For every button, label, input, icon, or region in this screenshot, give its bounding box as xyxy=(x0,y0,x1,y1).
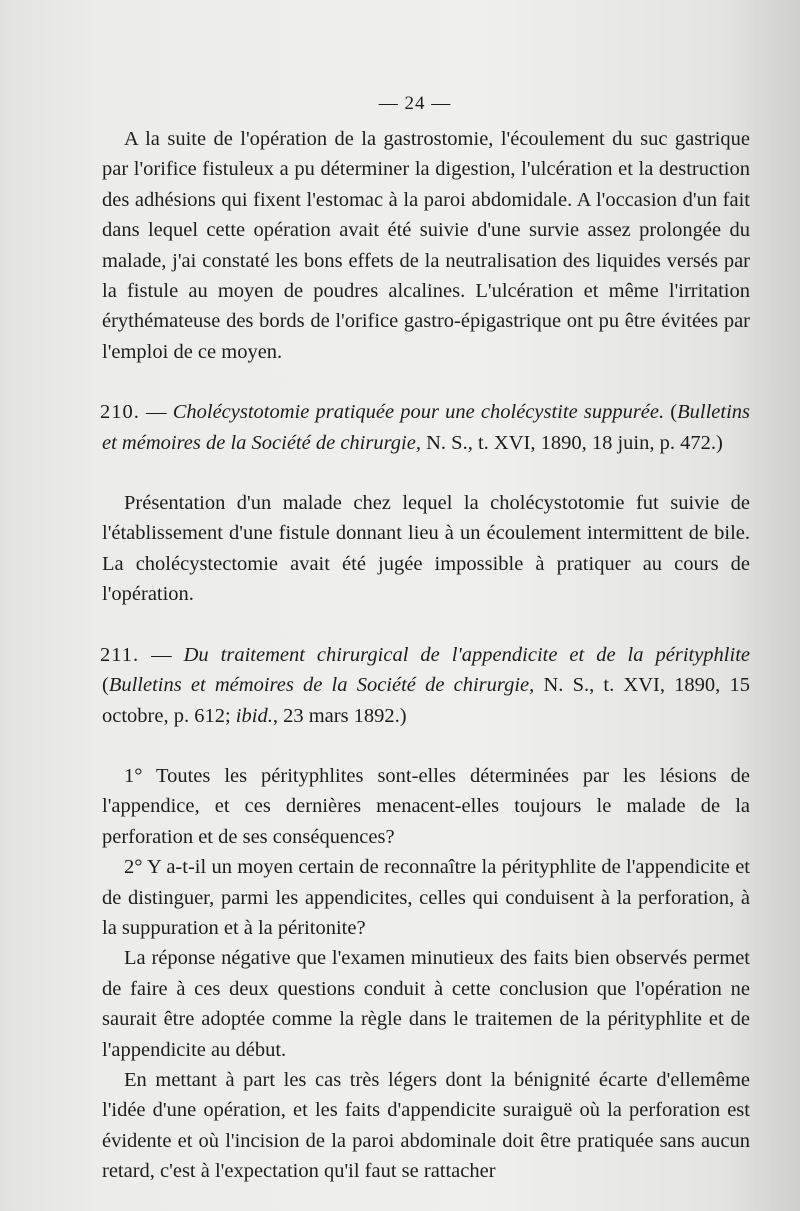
entry-211-citation-rest: N. S., t. XVI, 1890, 15 octobre, p. 612; xyxy=(102,674,750,727)
entry-210-number: 210. xyxy=(100,401,140,424)
entry-210-journal: Bulletins et mémoires de la Société de chirurgie, xyxy=(102,401,751,454)
entry-211-heading xyxy=(102,640,750,731)
page-number: — 24 — xyxy=(378,93,452,114)
entry-210-dash: — xyxy=(139,401,173,424)
entry-210-citation-rest: N. S., t. XVI, 1890, 18 juin, p. 472.) xyxy=(420,431,723,454)
entry-210-body: Présentation d'un malade chez lequel la cholécystotomie fut suivie de l'établissement d'une fistule donnant lieu à un écoulement intermittent de bile. La cholécystectomie avait été jugée impossible à pratiquer au cours de l'opération. xyxy=(102,492,750,606)
entry-211-ibid: ibid. xyxy=(235,704,273,727)
entry-210-heading xyxy=(102,397,750,458)
entry-210-citation-open: ( xyxy=(664,401,678,424)
entry-211-number: 211. xyxy=(100,643,140,666)
entry-211-citation-end: , 23 mars 1892.) xyxy=(272,704,407,727)
entry-211-title: Du traitement chirurgical de l'appendicite et de la pérityphlite xyxy=(183,643,750,666)
entry-210-title: Cholécystotomie pratiquée pour une cholécystite suppurée. xyxy=(172,401,665,424)
entry-211-journal: Bulletins et mémoires de la Société de chirurgie, xyxy=(108,674,535,697)
entry-211-last-paragraph: En mettant à part les cas très légers dont la bénignité écarte d'ellemême l'idée d'une opération, et les faits d'appendicite suraiguë où la perforation est évidente et où l'incision de la paroi abdominale doit être pratiquée sans aucun retard, c'est à l'expectation qu'il faut se rattacher xyxy=(102,1068,750,1183)
page-body xyxy=(102,124,750,1187)
entry-211-dash: — xyxy=(139,643,184,666)
entry-211-citation-open: ( xyxy=(102,674,109,697)
entry-211-question-1: 1° Toutes les pérityphlites sont-elles déterminées par les lésions de l'appendice, et ces dernières menacent-elles toujours le malade de la perforation et de ses conséquences? xyxy=(102,764,750,848)
entry-211-answer: La réponse négative que l'examen minutieux des faits bien observés permet de faire à ces deux questions conduit à cette conclusion que l'opération ne saurait être adoptée comme la règle dans le traitemen de la pérityphlite et de l'appendicite au début. xyxy=(102,947,750,1061)
entry-211-question-2: 2° Y a-t-il un moyen certain de reconnaître la pérityphlite de l'appendicite et de distinguer, parmi les appendicites, celles qui conduisent à la perforation, à la suppuration et à la péritonite? xyxy=(102,856,750,939)
intro-paragraph: A la suite de l'opération de la gastrostomie, l'écoulement du suc gastrique par l'orifice fistuleux a pu déterminer la digestion, l'ulcération et la destruction des adhésions qui fixent l'estomac à la paroi abdomidale. A l'occasion d'un fait dans lequel cette opération avait été suivie d'une survie assez prolongée du malade, j'ai constaté les bons effets de la neutralisation des liquides versés par la fistule au moyen de poudres alcalines. L'ulcération et même l'irritation érythémateuse des bords de l'orifice gastro-épigastrique ont pu être évitées par l'emploi de ce moyen. xyxy=(102,128,750,363)
